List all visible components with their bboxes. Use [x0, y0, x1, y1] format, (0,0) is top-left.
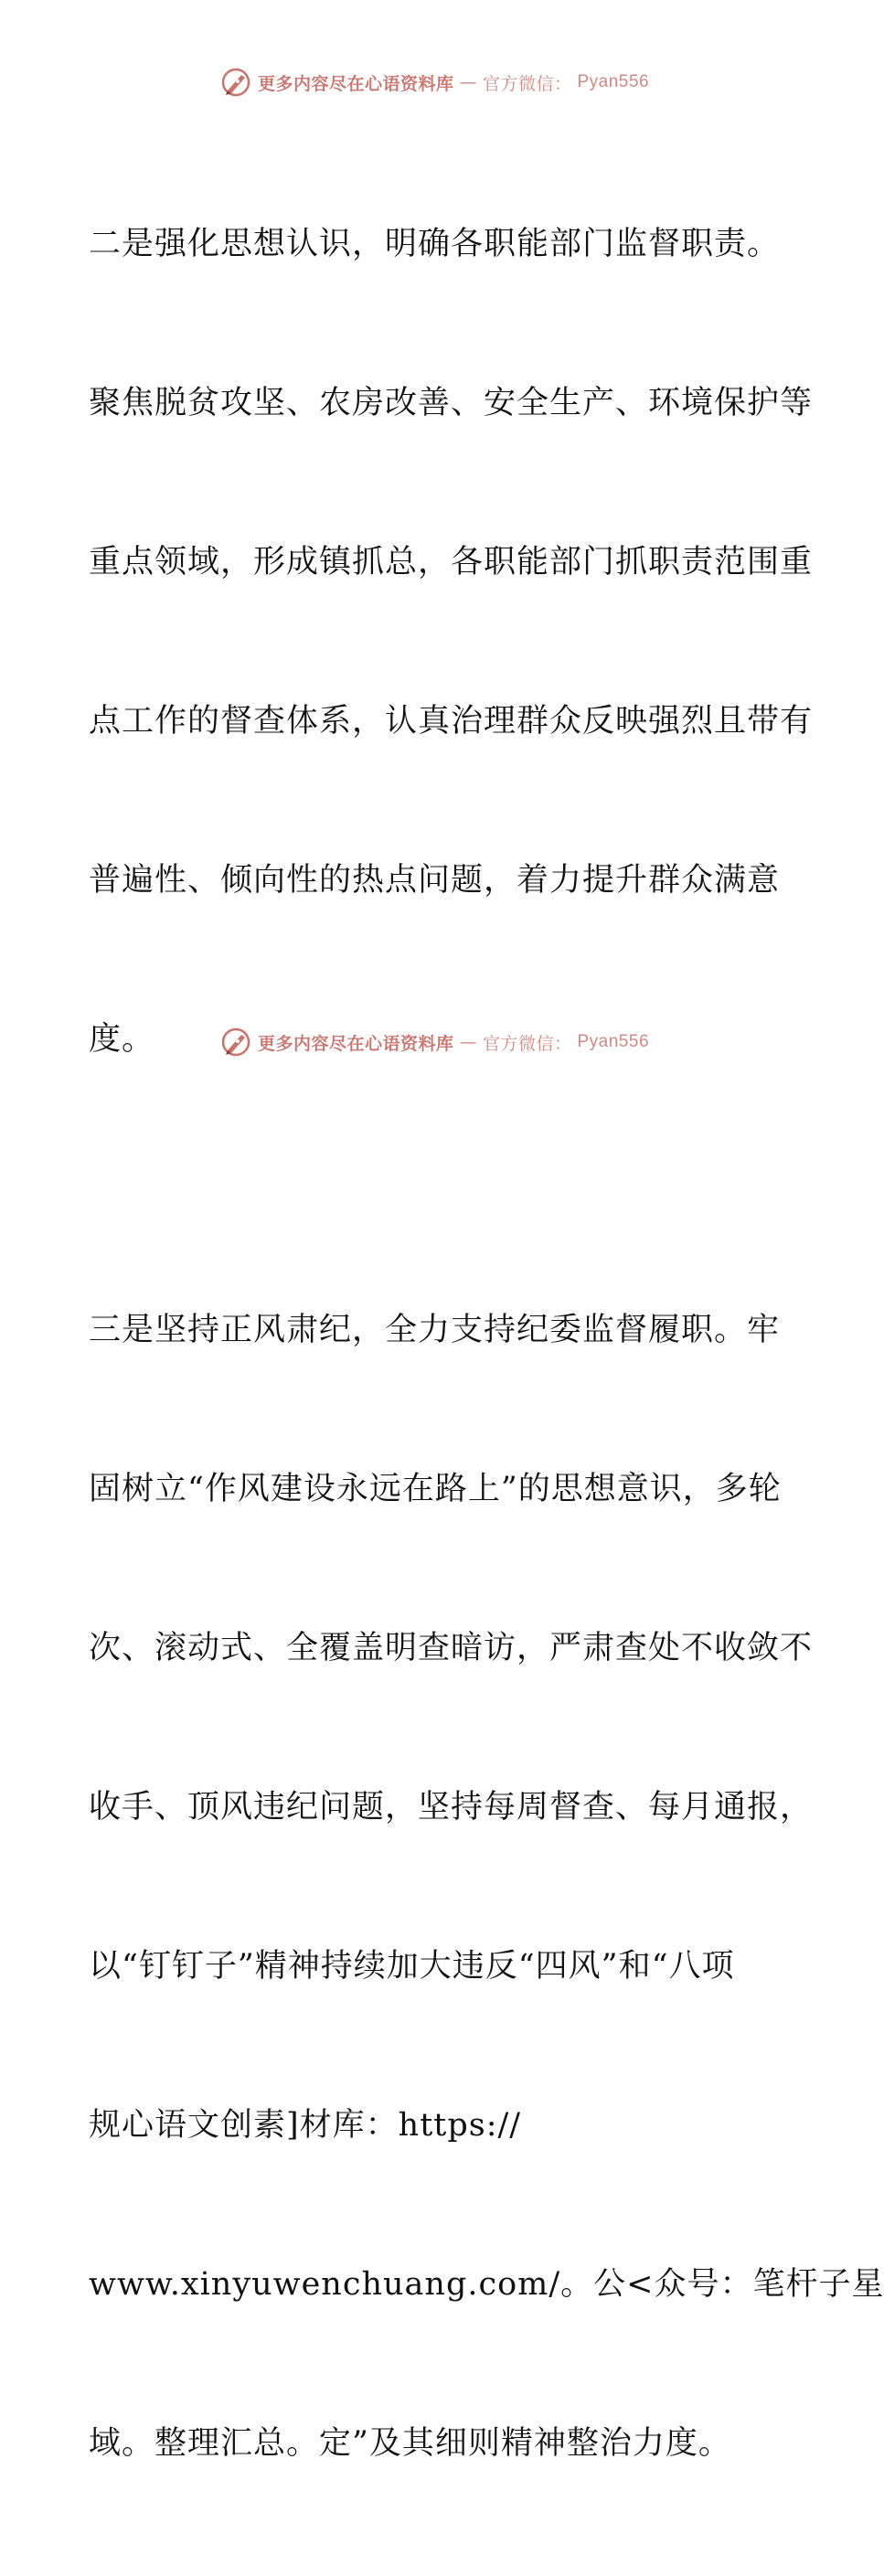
paragraph-line: 收手、顶风违纪问题，坚持每周督查、每月通报，	[89, 1789, 814, 1826]
paragraph-line: 规心语文创素]材库：https://	[89, 2107, 522, 2144]
footer-banner	[0, 1024, 868, 1060]
pen-logo-icon	[219, 66, 252, 99]
paragraph-line: 重点领域，形成镇抓总，各职能部门抓职责范围重	[89, 544, 814, 580]
header-wechat-id: Pyan556	[577, 72, 650, 91]
paragraph-line: 三是坚持正风肃纪，全力支持纪委监督履职。牢	[89, 1312, 781, 1348]
header-separator: —	[459, 72, 477, 92]
header-brand-text: 更多内容尽在心语资料库	[257, 73, 454, 94]
paragraph-line: 二是强化思想认识，明确各职能部门监督职责。	[89, 226, 781, 262]
header-banner	[0, 64, 868, 101]
paragraph-2	[89, 1198, 884, 2576]
paragraph-1	[89, 112, 814, 1172]
header-wechat-label: 官方微信：	[482, 73, 572, 94]
footer-wechat-id: Pyan556	[577, 1032, 650, 1051]
paragraph-line: 聚焦脱贫攻坚、农房改善、安全生产、环境保护等	[89, 385, 814, 421]
footer-brand-text: 更多内容尽在心语资料库	[257, 1033, 454, 1054]
footer-wechat-label: 官方微信：	[482, 1033, 572, 1054]
paragraph-line: www.xinyuwenchuang.com/。公<众号：笔杆子星	[89, 2266, 884, 2303]
pen-logo-icon	[219, 1026, 252, 1059]
paragraph-line: 以“钉钉子”精神持续加大违反“四风”和“八项	[89, 1948, 735, 1985]
paragraph-line: 固树立“作风建设永远在路上”的思想意识，多轮	[89, 1471, 782, 1507]
paragraph-line: 点工作的督查体系，认真治理群众反映强烈且带有	[89, 703, 814, 740]
document-body	[89, 112, 884, 2576]
paragraph-line: 次、滚动式、全覆盖明查暗访，严肃查处不收敛不	[89, 1630, 814, 1666]
paragraph-line: 普遍性、倾向性的热点问题，着力提升群众满意	[89, 862, 781, 899]
paragraph-line: 度。	[89, 1021, 155, 1058]
paragraph-line: 域。整理汇总。定”及其细则精神整治力度。	[89, 2425, 731, 2462]
footer-separator: —	[459, 1032, 477, 1052]
